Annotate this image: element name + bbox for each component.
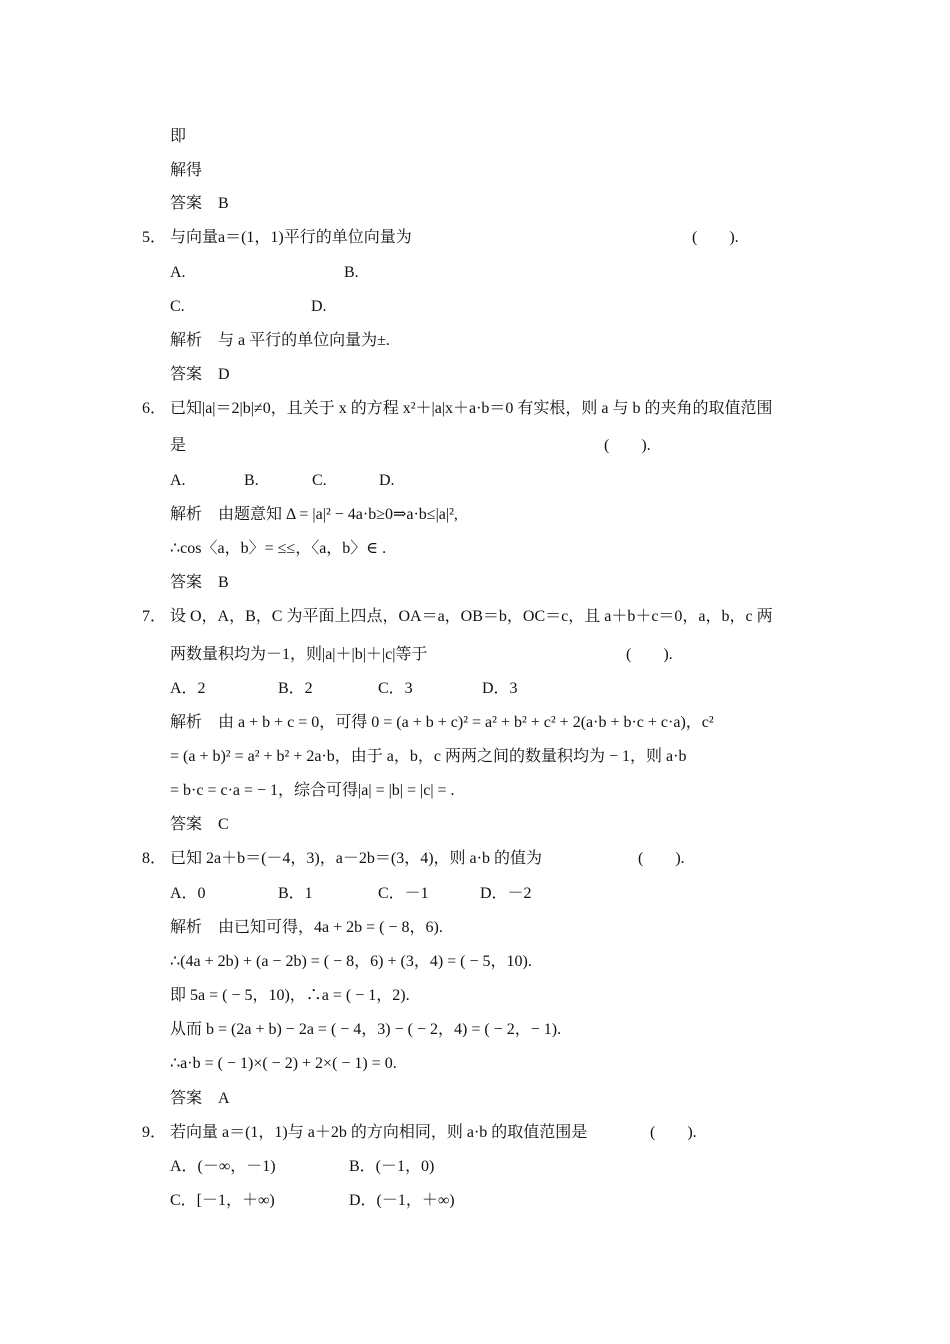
answer-line: 答案 C	[170, 816, 229, 833]
question-number: 8．	[142, 850, 167, 867]
solution-line: = b·c = c·a = − 1，综合可得|a| = |b| = |c| = .	[170, 782, 455, 799]
option-d: D．－2	[480, 885, 532, 902]
solution-line: 解析 由 a + b + c = 0，可得 0 = (a + b + c)² = a² + b² + c² + 2(a·b + b·c + c·a)，c²	[170, 714, 714, 731]
solution-line: ∴a·b = ( − 1)×( − 2) + 2×( − 1) = 0.	[170, 1055, 397, 1072]
solution-line: = (a + b)² = a² + b² + 2a·b，由于 a，b，c 两两之间的数量积均为 − 1，则 a·b	[170, 748, 687, 765]
solution-line: 解析 由已知可得，4a + 2b = ( − 8，6).	[170, 919, 443, 936]
question-number: 6．	[142, 400, 167, 417]
question-text: 设 O，A，B，C 为平面上四点，OA＝a，OB＝b，OC＝c，且 a＋b＋c＝0，a，b，c 两	[170, 608, 773, 625]
question-number: 7．	[142, 608, 167, 625]
option-c: C．－1	[378, 885, 429, 902]
option-a: A.	[170, 472, 186, 489]
solution-line: 解析 与 a 平行的单位向量为±.	[170, 332, 390, 349]
option-d: D．(－1，＋∞)	[349, 1192, 455, 1209]
question-text: 若向量 a＝(1，1)与 a＋2b 的方向相同，则 a·b 的取值范围是	[170, 1124, 588, 1141]
answer-line: 答案 B	[170, 574, 229, 591]
question-text: 与向量a＝(1，1)平行的单位向量为	[170, 229, 412, 246]
question-text: 是	[170, 437, 187, 454]
answer-line: 答案 A	[170, 1090, 230, 1107]
solution-line: ∴cos〈a，b〉= ≤≤，〈a，b〉∈ .	[170, 540, 387, 557]
answer-blank: ( ).	[626, 646, 673, 663]
option-b: B．(－1，0)	[349, 1158, 435, 1175]
option-d: D．3	[482, 680, 518, 697]
option-b: B．1	[278, 885, 313, 902]
text-line: 即	[170, 128, 187, 145]
solution-line: 从而 b = (2a + b) − 2a = ( − 4，3) − ( − 2，4) = ( − 2，− 1).	[170, 1021, 562, 1038]
question-text: 已知 2a＋b＝(－4，3)，a－2b＝(3，4)，则 a·b 的值为	[170, 850, 542, 867]
solution-line: 解析 由题意知 Δ = |a|² − 4a·b≥0⇒a·b≤|a|²,	[170, 506, 458, 523]
option-a: A.	[170, 264, 186, 281]
solution-line: ∴(4a + 2b) + (a − 2b) = ( − 8，6) + (3，4) = ( − 5，10).	[170, 953, 532, 970]
answer-blank: ( ).	[650, 1124, 697, 1141]
option-a: A．2	[170, 680, 206, 697]
option-a: A．0	[170, 885, 206, 902]
option-c: C.	[312, 472, 327, 489]
option-d: D.	[379, 472, 395, 489]
answer-line: 答案 B	[170, 195, 229, 212]
answer-line: 答案 D	[170, 366, 230, 383]
question-text: 已知|a|＝2|b|≠0，且关于 x 的方程 x²＋|a|x＋a·b＝0 有实根，则 a 与 b 的夹角的取值范围	[170, 400, 773, 417]
option-a: A．(－∞，－1)	[170, 1158, 276, 1175]
option-b: B.	[344, 264, 359, 281]
answer-blank: ( ).	[604, 437, 651, 454]
text-line: 解得	[170, 162, 203, 179]
option-d: D.	[311, 298, 327, 315]
answer-blank: ( ).	[692, 229, 739, 246]
question-number: 5．	[142, 229, 167, 246]
option-b: B．2	[278, 680, 313, 697]
solution-line: 即 5a = ( − 5，10)，∴a = ( − 1，2).	[170, 987, 410, 1004]
question-text: 两数量积均为－1，则|a|＋|b|＋|c|等于	[170, 646, 428, 663]
option-b: B.	[244, 472, 259, 489]
answer-blank: ( ).	[638, 850, 685, 867]
option-c: C.	[170, 298, 185, 315]
question-number: 9．	[142, 1124, 167, 1141]
option-c: C．3	[378, 680, 413, 697]
option-c: C．[－1，＋∞)	[170, 1192, 275, 1209]
